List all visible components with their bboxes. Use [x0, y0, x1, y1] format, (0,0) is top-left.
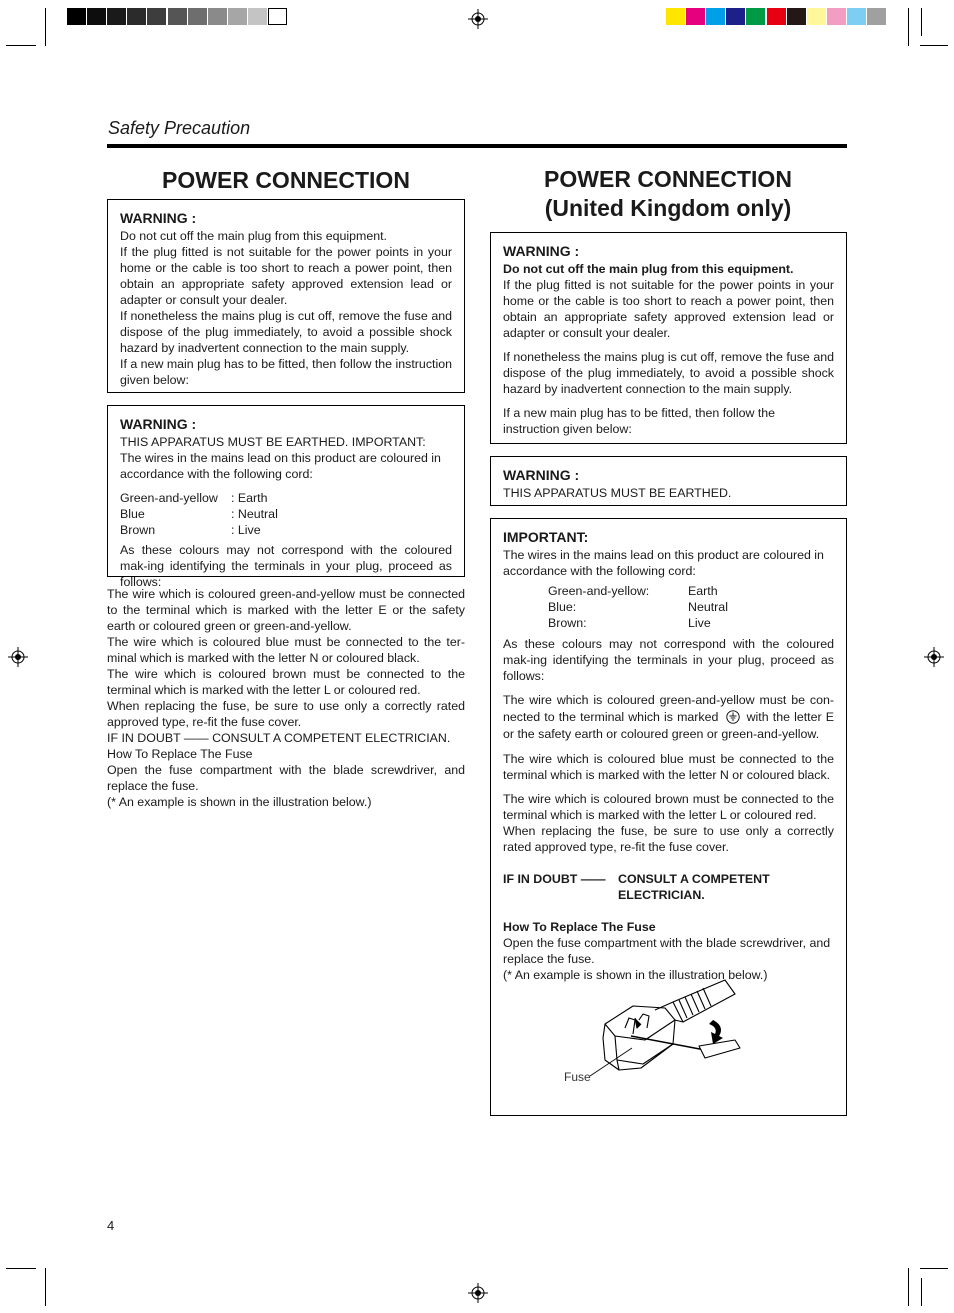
- instruction-text: How To Replace The Fuse: [107, 747, 253, 761]
- gray-swatch: [208, 8, 227, 25]
- doubt-text: CONSULT A COMPETENT ELECTRICIAN.: [618, 872, 770, 902]
- colour-name: Green-and-yellow:: [548, 584, 650, 598]
- color-swatch: [767, 8, 786, 25]
- fuse-leader-line: [588, 1040, 638, 1080]
- colour-table: [548, 583, 834, 631]
- warning-text: If nonetheless the mains plug is cut off, remove the fuse and dispose of the plug immediately, to avoid a possible shock hazard by inadvertent connection to the main supply.: [120, 309, 452, 355]
- left-warning-box: [107, 199, 465, 393]
- instruction-text: Open the fuse compartment with the blade screwdriver, and replace the fuse.: [107, 763, 465, 793]
- color-swatch: [746, 8, 765, 25]
- howto-heading: How To Replace The Fuse: [503, 920, 656, 934]
- instruction-text: The wire which is coloured green-and-yellow must be connected to the terminal which is marked with the letter E or the safety earth or coloured green or green-and-yellow.: [107, 587, 465, 633]
- important-text: The wire which is coloured blue must be connected to the terminal which is marked with the letter N or coloured black.: [503, 752, 834, 782]
- instruction-text: The wire which is coloured blue must be connected to the ter-minal which is marked with the letter N or coloured black.: [107, 635, 465, 665]
- colour-value: Earth: [688, 584, 718, 598]
- warning-heading: WARNING :: [503, 467, 580, 483]
- earth-wire-text: [503, 692, 834, 743]
- colour-name: Green-and-yellow: [120, 491, 218, 505]
- warning-text: If a new main plug has to be fitted, then follow the instruction given below:: [120, 357, 452, 387]
- color-swatch: [807, 8, 826, 25]
- warning-text: If a new main plug has to be fitted, then follow the instruction given below:: [503, 406, 776, 436]
- earth-text-part: with the letter E or the safety earth or coloured green or green-and-yellow.: [503, 710, 834, 741]
- earth-symbol-icon: [726, 710, 740, 724]
- if-in-doubt-notice: [503, 871, 834, 903]
- important-text: The wires in the mains lead on this product are coloured in accordance with the following cord:: [503, 548, 824, 578]
- important-text: The wire which is coloured brown must be connected to the terminal which is marked with the letter L or coloured red.: [503, 792, 834, 822]
- warning-text: If the plug fitted is not suitable for the power points in your home or the cable is too short to reach a power point, then obtain an appropriate safety approved extension lead or adapter or consult your dealer.: [120, 245, 452, 307]
- gray-swatch: [67, 8, 86, 25]
- doubt-label: IF IN DOUBT ——: [503, 872, 606, 886]
- instruction-text: The wire which is coloured brown must be connected to the terminal which is marked with the letter L or coloured red.: [107, 667, 465, 697]
- warning-heading: WARNING :: [120, 416, 197, 432]
- left-instructions: [107, 586, 465, 810]
- gray-swatch: [147, 8, 166, 25]
- warning-text: THIS APPARATUS MUST BE EARTHED.: [503, 486, 732, 500]
- color-swatch: [666, 8, 685, 25]
- instruction-text: (* An example is shown in the illustration below.): [107, 795, 372, 809]
- left-page-title: POWER CONNECTION: [162, 167, 410, 193]
- gray-swatch: [248, 8, 267, 25]
- warning-text: THIS APPARATUS MUST BE EARTHED. IMPORTANT:: [120, 435, 426, 449]
- registration-target-icon: [468, 1283, 488, 1303]
- gray-swatch: [228, 8, 247, 25]
- page-number: 4: [107, 1218, 115, 1233]
- gray-swatch: [168, 8, 187, 25]
- registration-target-icon: [8, 647, 28, 667]
- right-warning-box: [490, 232, 847, 444]
- section-title: Safety Precaution: [108, 118, 251, 138]
- important-text: As these colours may not correspond with the coloured mak-ing identifying the terminals in your plug, proceed as follows:: [503, 637, 834, 683]
- color-swatch: [787, 8, 806, 25]
- fuse-label: Fuse: [564, 1070, 591, 1084]
- colour-name: Blue: [120, 507, 145, 521]
- title-line: POWER CONNECTION: [544, 166, 792, 192]
- right-earthing-box: [490, 456, 847, 506]
- registration-target-icon: [924, 647, 944, 667]
- colour-name: Brown: [120, 523, 156, 537]
- left-earthing-box: [107, 405, 465, 589]
- earth-text-part: The wire which is coloured green-and-yellow must be con-nected to the terminal which is marked: [503, 693, 834, 724]
- color-swatch: [827, 8, 846, 25]
- warning-bold-text: Do not cut off the main plug from this equipment.: [503, 262, 794, 276]
- warning-heading: WARNING :: [120, 210, 197, 226]
- color-swatch: [686, 8, 705, 25]
- right-page-title: [490, 165, 846, 223]
- gray-swatch: [188, 8, 207, 25]
- colour-name: Blue:: [548, 600, 577, 614]
- colour-value: Live: [688, 616, 711, 630]
- warning-text: If nonetheless the mains plug is cut off, remove the fuse and dispose of the plug immediately, to avoid a possible shock hazard by inadvertent connection to the main supply.: [503, 350, 834, 396]
- gray-swatch: [87, 8, 106, 25]
- colour-value: Neutral: [688, 600, 728, 614]
- warning-text: The wires in the mains lead on this product are coloured in accordance with the following cord:: [120, 451, 441, 481]
- warning-text: Do not cut off the main plug from this equipment.: [120, 229, 388, 243]
- colour-value: : Neutral: [231, 507, 278, 521]
- important-heading: IMPORTANT:: [503, 529, 589, 545]
- colour-value: : Earth: [231, 491, 268, 505]
- warning-text: If the plug fitted is not suitable for the power points in your home or the cable is too short to reach a power point, then obtain an appropriate safety approved extension lead or adapter or consult your dealer.: [503, 278, 834, 340]
- gray-swatch: [127, 8, 146, 25]
- example-note: (* An example is shown in the illustration below.): [503, 968, 768, 982]
- instruction-text: IF IN DOUBT —— CONSULT A COMPETENT ELECTRICIAN.: [107, 731, 451, 745]
- registration-target-icon: [468, 9, 488, 29]
- warning-text: As these colours may not correspond with the coloured mak-ing identifying the terminals in your plug, proceed as follows:: [120, 543, 452, 589]
- color-swatch: [706, 8, 725, 25]
- color-swatch: [867, 8, 886, 25]
- instruction-text: When replacing the fuse, be sure to use only a correctly rated approved type, re-fit the fuse cover.: [107, 699, 465, 729]
- color-swatch: [726, 8, 745, 25]
- color-swatch: [847, 8, 866, 25]
- header-rule: [107, 144, 847, 148]
- colour-table: [120, 490, 452, 538]
- howto-text: Open the fuse compartment with the blade screwdriver, and replace the fuse.: [503, 936, 831, 966]
- gray-swatch: [107, 8, 126, 25]
- warning-heading: WARNING :: [503, 243, 580, 259]
- gray-swatch: [268, 8, 287, 25]
- title-line: (United Kingdom only): [544, 195, 792, 221]
- colour-value: : Live: [231, 523, 261, 537]
- important-text: When replacing the fuse, be sure to use only a correctly rated approved type, re-fit the fuse cover.: [503, 824, 834, 854]
- colour-name: Brown:: [548, 616, 587, 630]
